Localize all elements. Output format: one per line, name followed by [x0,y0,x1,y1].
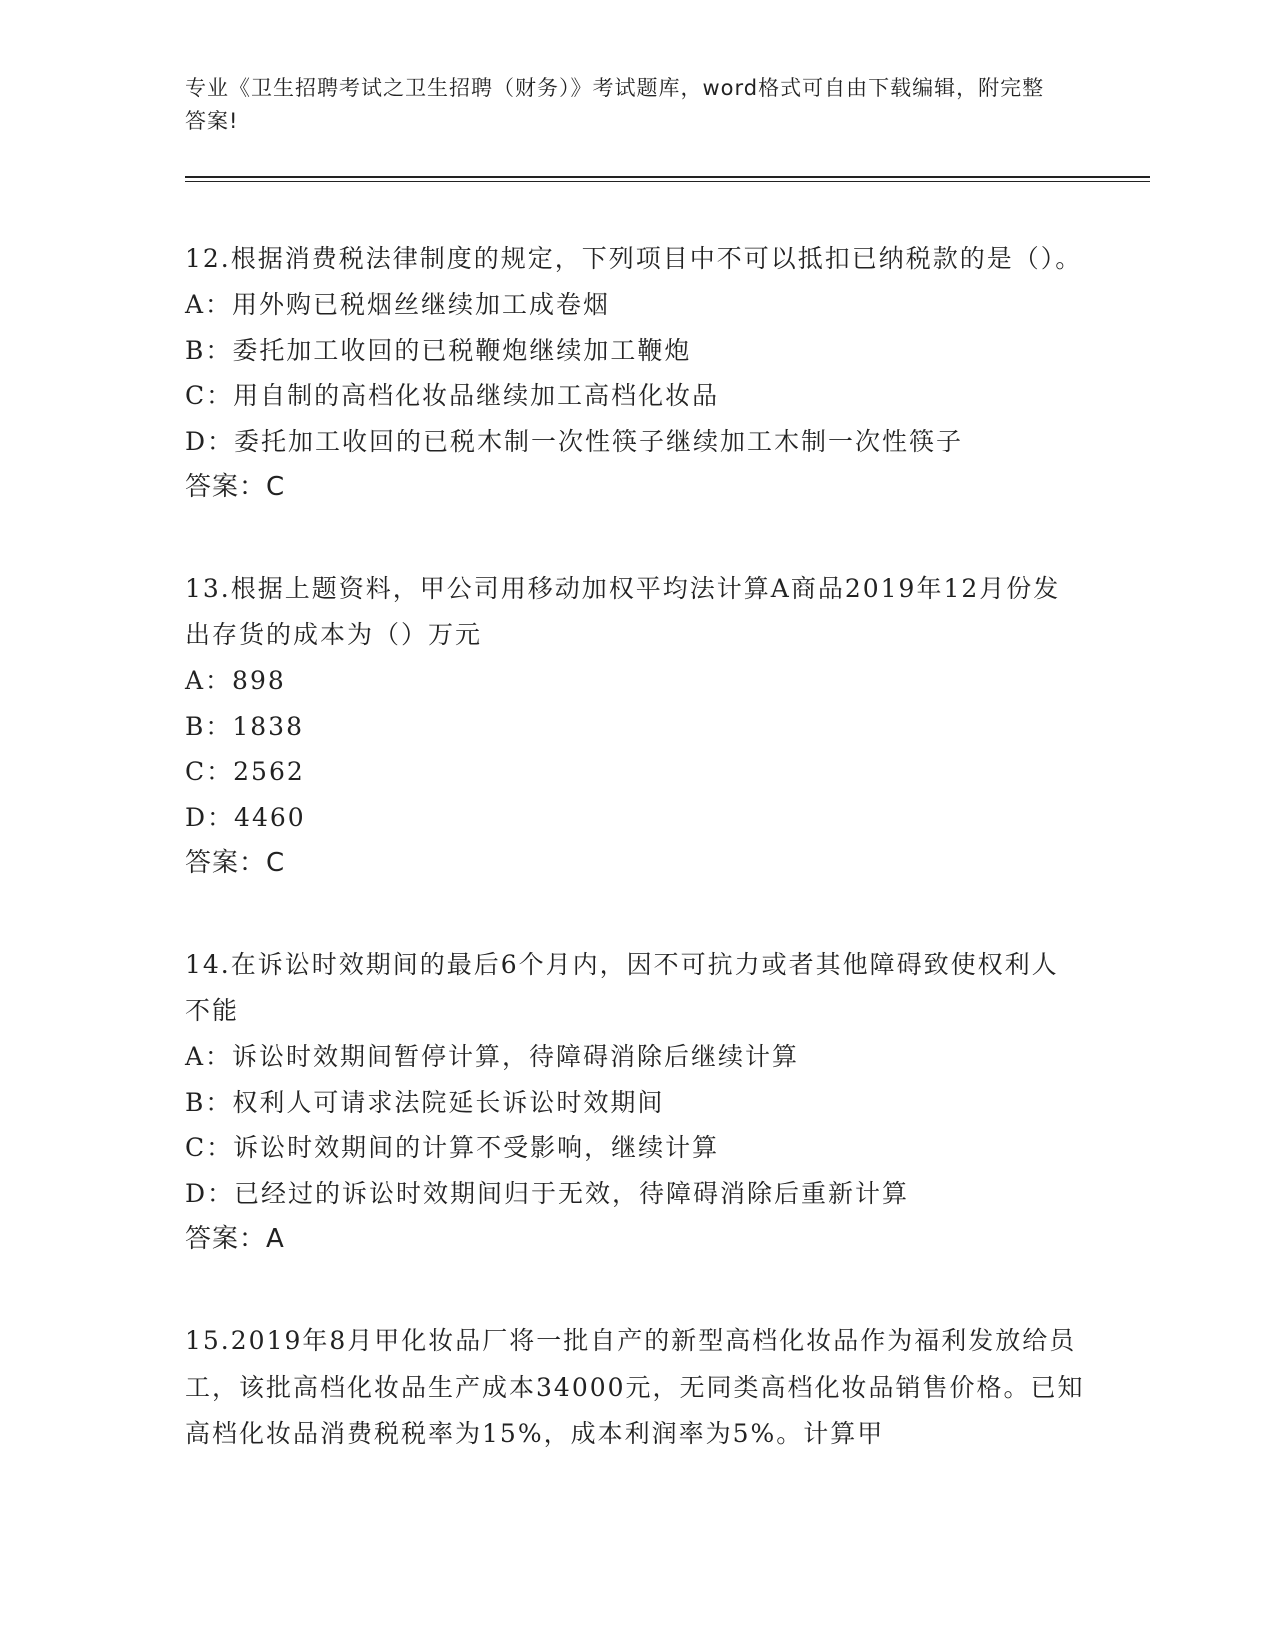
question-item [185,1318,1085,1458]
question-option: B：权利人可请求法院延长诉讼时效期间 [185,1087,665,1117]
question-option: C：诉讼时效期间的计算不受影响，继续计算 [185,1133,720,1162]
question-option: D：已经过的诉讼时效期间归于无效，待障碍消除后重新计算 [185,1178,910,1208]
question-option: B：委托加工收回的已税鞭炮继续加工鞭炮 [185,335,692,365]
question-option: A：898 [185,666,286,695]
question-stem: 14.在诉讼时效期间的最后6个月内，因不可抗力或者其他障碍致使权利人不能 [185,950,1059,1025]
question-stem: 13.根据上题资料，甲公司用移动加权平均法计算A商品2019年12月份发出存货的成本为（）万元 [185,574,1061,649]
question-item [185,942,1085,1262]
question-option: C：用自制的高档化妆品继续加工高档化妆品 [185,381,720,410]
question-option: B：1838 [185,711,304,741]
question-option: A：诉讼时效期间暂停计算，待障碍消除后继续计算 [185,1042,800,1071]
question-answer: 答案：A [185,1224,285,1254]
question-answer: 答案：C [185,472,286,502]
question-item [185,236,1085,510]
question-stem: 15.2019年8月甲化妆品厂将一批自产的新型高档化妆品作为福利发放给员工，该批高档化妆品生产成本34000元，无同类高档化妆品销售价格。已知高档化妆品消费税税率为15%，成本利润率为5%。计算甲 [185,1326,1085,1448]
header-divider-thin [185,181,1150,182]
question-option: A：用外购已税烟丝继续加工成卷烟 [185,290,611,319]
question-option: D：4460 [185,802,306,832]
question-list [185,236,1085,1514]
question-option: C：2562 [185,757,305,786]
question-item [185,566,1085,886]
document-header: 专业《卫生招聘考试之卫生招聘（财务）》考试题库，word格式可自由下载编辑，附完整答案! [185,76,1045,133]
header-divider [185,176,1150,178]
question-stem: 12.根据消费税法律制度的规定，下列项目中不可以抵扣已纳税款的是（）。 [185,244,1083,273]
question-option: D：委托加工收回的已税木制一次性筷子继续加工木制一次性筷子 [185,426,964,456]
question-answer: 答案：C [185,848,286,878]
